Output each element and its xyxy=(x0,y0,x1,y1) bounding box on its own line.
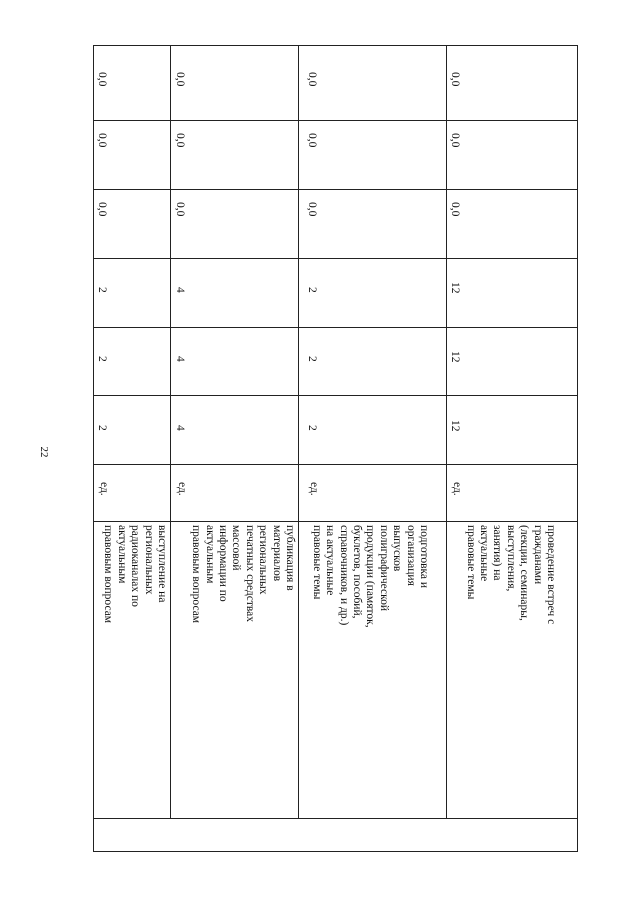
page-number: 22 xyxy=(38,446,50,458)
row-value: 4 xyxy=(174,287,186,293)
table-border xyxy=(93,120,578,121)
row-value: 12 xyxy=(449,282,461,294)
row-value: 2 xyxy=(306,287,318,293)
table-border xyxy=(93,395,578,396)
table-border xyxy=(93,45,578,46)
table-border xyxy=(577,45,578,851)
table-border xyxy=(93,818,578,819)
table-border xyxy=(170,45,171,818)
row-value: 0,0 xyxy=(306,72,318,87)
row-unit: ед. xyxy=(98,482,110,496)
row-value: 12 xyxy=(449,420,461,432)
table-border xyxy=(93,258,578,259)
row-value: 4 xyxy=(174,425,186,431)
row-value: 0,0 xyxy=(306,133,318,148)
row-value: 0,0 xyxy=(174,133,186,148)
row-value: 0,0 xyxy=(96,133,108,148)
table-border xyxy=(93,521,578,522)
row-value: 0,0 xyxy=(449,133,461,148)
row-value: 2 xyxy=(96,356,108,362)
row-value: 12 xyxy=(449,351,461,363)
table-border xyxy=(446,45,447,818)
row-description: публикация в материалов региональных печатных средствах массовой информации по актуальным правовым вопросам xyxy=(190,525,296,624)
table-border xyxy=(93,45,94,851)
row-unit: ед. xyxy=(451,482,463,496)
row-value: 2 xyxy=(306,356,318,362)
row-value: 2 xyxy=(96,287,108,293)
row-value: 2 xyxy=(96,425,108,431)
row-value: 0,0 xyxy=(449,72,461,87)
table-border xyxy=(93,851,578,852)
row-value: 0,0 xyxy=(174,72,186,87)
row-value: 0,0 xyxy=(96,202,108,217)
row-value: 0,0 xyxy=(449,202,461,217)
table-border xyxy=(93,189,578,190)
row-description: выступление на региональных радиоканалах по актуальным правовым вопросам xyxy=(102,525,168,624)
row-value: 0,0 xyxy=(96,72,108,87)
table-border xyxy=(93,464,578,465)
row-value: 4 xyxy=(174,356,186,362)
table-border xyxy=(93,327,578,328)
row-description: подготовка и организация выпусков полиграфической продукции (памяток, буклетов, пособий, справочников, и др.) на актуальные правовые темы xyxy=(310,525,430,628)
row-value: 2 xyxy=(306,425,318,431)
row-unit: ед. xyxy=(308,482,320,496)
row-value: 0,0 xyxy=(174,202,186,217)
row-value: 0,0 xyxy=(306,202,318,217)
table-border xyxy=(298,45,299,818)
row-description: проведение встреч с гражданами (лекции, семинары, выступления, занятия) на актуальные правовые темы xyxy=(464,525,557,625)
row-unit: ед. xyxy=(176,482,188,496)
